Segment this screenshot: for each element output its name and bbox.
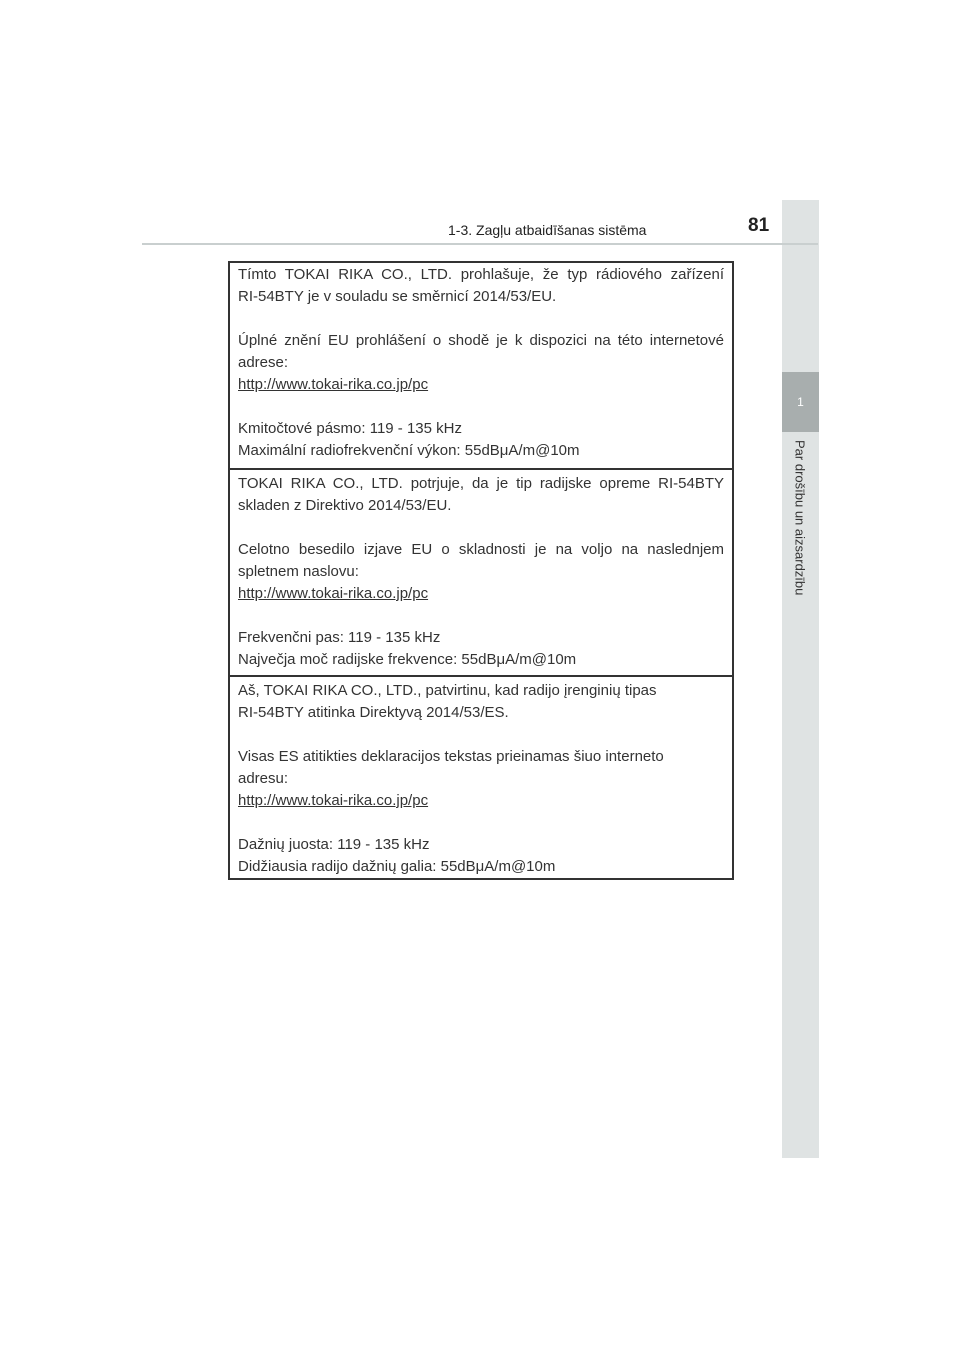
frequency-band: Frekvenčni pas: 119 - 135 kHz [238,629,441,646]
declaration-line: spletnem naslovu: [238,563,359,580]
page-number: 81 [748,215,770,236]
declaration-line: Celotno besedilo izjave EU o skladnosti je na voljo na naslednjem [238,541,724,558]
declaration-table [228,261,734,880]
declaration-link[interactable]: http://www.tokai-rika.co.jp/pc [238,792,429,809]
chapter-number-tab [782,372,819,432]
chapter-title: Par drošību un aizsardzību [792,440,808,596]
declaration-line: TOKAI RIKA CO., LTD. potrjuje, da je tip radijske opreme RI-54BTY [238,475,724,492]
frequency-band: Kmitočtové pásmo: 119 - 135 kHz [238,420,462,437]
chapter-number: 1 [797,395,804,409]
declaration-lithuanian [230,675,732,878]
frequency-band: Dažnių juosta: 119 - 135 kHz [238,836,430,853]
declaration-line: skladen z Direktivo 2014/53/EU. [238,497,452,514]
side-tab [782,200,819,1158]
declaration-line: RI-54BTY je v souladu se směrnicí 2014/53/EU. [238,288,557,305]
declaration-link[interactable]: http://www.tokai-rika.co.jp/pc [238,585,429,602]
declaration-slovenian [230,468,732,675]
max-power: Maximální radiofrekvenční výkon: 55dBμA/m@10m [238,442,580,459]
max-power: Največja moč radijske frekvence: 55dBμA/m@10m [238,651,577,668]
header-divider [142,243,818,245]
declaration-line: Visas ES atitikties deklaracijos tekstas prieinamas šiuo interneto [238,748,664,765]
max-power: Didžiausia radijo dažnių galia: 55dBμA/m@10m [238,858,556,875]
declaration-line: Tímto TOKAI RIKA CO., LTD. prohlašuje, že typ rádiového zařízení [238,266,724,283]
declaration-line: adrese: [238,354,289,371]
declaration-czech [230,263,732,468]
declaration-line: Aš, TOKAI RIKA CO., LTD., patvirtinu, kad radijo įrenginių tipas [238,682,657,699]
declaration-link[interactable]: http://www.tokai-rika.co.jp/pc [238,376,429,393]
declaration-line: Úplné znění EU prohlášení o shodě je k dispozici na této internetové [238,332,724,349]
declaration-line: RI-54BTY atitinka Direktyvą 2014/53/ES. [238,704,509,721]
section-title: 1-3. Zagļu atbaidīšanas sistēma [448,222,647,238]
declaration-line: adresu: [238,770,289,787]
